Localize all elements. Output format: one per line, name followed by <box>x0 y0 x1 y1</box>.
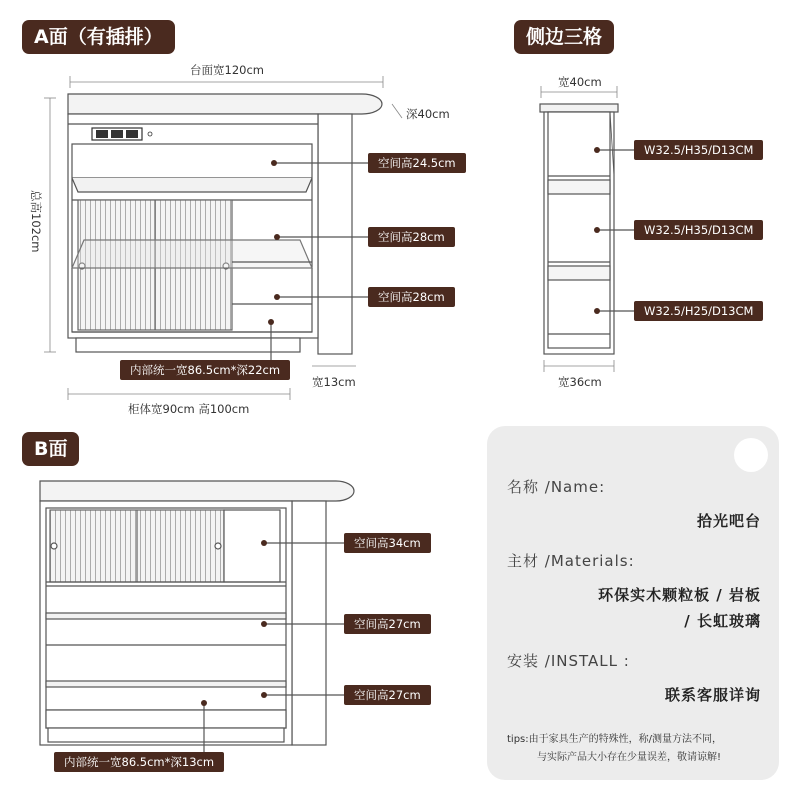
a-depth-label: 深40cm <box>406 107 450 121</box>
a-total-height-label: 总高102cm <box>29 190 43 253</box>
a-space-tag-1: 空间高24.5cm <box>368 153 466 173</box>
b-space-tag-1: 空间高34cm <box>344 533 431 553</box>
product-info-card <box>487 426 779 780</box>
name-label: 名称 /Name: <box>507 478 606 496</box>
materials-label: 主材 /Materials: <box>507 552 635 570</box>
a-inner-dim-tag: 内部统一宽86.5cm*深22cm <box>120 360 290 380</box>
a-cabinet-dim-label: 柜体宽90cm 高100cm <box>128 402 250 416</box>
materials-value-line1: 环保实木颗粒板 / 岩板 <box>598 586 761 604</box>
a-side-width-label: 宽13cm <box>312 375 356 389</box>
a-face-header: A面（有插排） <box>22 20 175 54</box>
side-space-tag-3: W32.5/H25/D13CM <box>634 301 763 321</box>
a-space-tag-2: 空间高28cm <box>368 227 455 247</box>
b-space-tag-3: 空间高27cm <box>344 685 431 705</box>
side-bottom-width-label: 宽36cm <box>558 375 602 389</box>
tips-line-1: tips:由于家具生产的特殊性，称/测量方法不同， <box>507 734 722 745</box>
b-space-tag-2: 空间高27cm <box>344 614 431 634</box>
materials-value-line2: / 长虹玻璃 <box>684 612 761 630</box>
decorative-circle <box>734 438 768 472</box>
b-face-header: B面 <box>22 432 79 466</box>
tips-line-2: 与实际产品大小存在少量误差，敬请谅解! <box>537 752 722 763</box>
a-space-tag-3: 空间高28cm <box>368 287 455 307</box>
install-label: 安装 /INSTALL : <box>507 652 630 670</box>
side-space-tag-1: W32.5/H35/D13CM <box>634 140 763 160</box>
side-top-width-label: 宽40cm <box>558 75 602 89</box>
name-value: 拾光吧台 <box>696 512 761 530</box>
install-value: 联系客服详询 <box>664 686 761 704</box>
b-inner-dim-tag: 内部统一宽86.5cm*深13cm <box>54 752 224 772</box>
side-space-tag-2: W32.5/H35/D13CM <box>634 220 763 240</box>
side-header: 侧边三格 <box>514 20 614 54</box>
a-top-width-label: 台面宽120cm <box>190 63 264 77</box>
